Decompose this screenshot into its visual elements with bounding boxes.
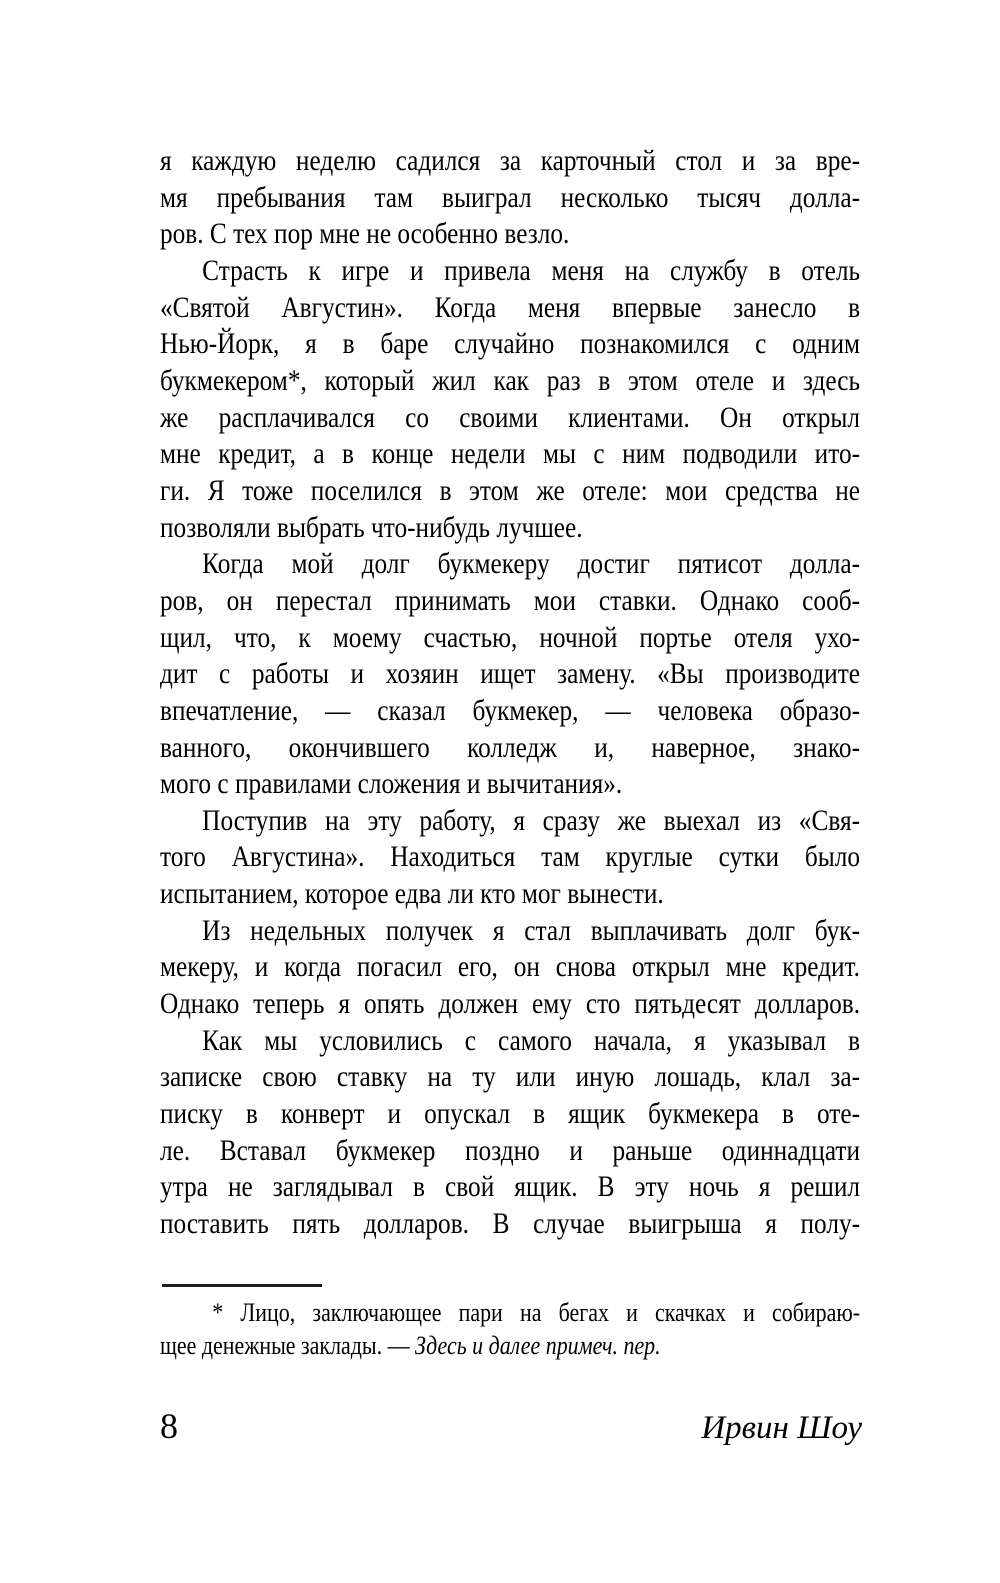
footnote-translator-note: Здесь и далее примеч. пер. bbox=[415, 1331, 661, 1360]
body-text bbox=[160, 143, 860, 1243]
text-line: ги. Я тоже поселился в этом же отеле: мои средства не bbox=[160, 473, 861, 507]
footnote-text: щее денежные заклады. — bbox=[160, 1331, 416, 1360]
text-line: поставить пять долларов. В случае выигрыша я полу- bbox=[160, 1207, 861, 1241]
footnote-separator bbox=[162, 1284, 322, 1287]
text-line: Страсть к игре и привела меня на службу в отель bbox=[202, 253, 861, 287]
text-line: впечатление, — сказал букмекер, — человека образо- bbox=[160, 693, 861, 727]
text-line: мне кредит, а в конце недели мы с ним подводили ито- bbox=[160, 437, 861, 471]
text-line: мя пребывания там выиграл несколько тысяч долла- bbox=[160, 180, 861, 214]
text-line: позволяли выбрать что-нибудь лучшее. bbox=[160, 510, 583, 544]
running-title-author: Ирвин Шоу bbox=[701, 1410, 862, 1446]
paragraph bbox=[160, 253, 860, 546]
text-line: Из недельных получек я стал выплачивать долг бук- bbox=[202, 913, 861, 947]
page-number: 8 bbox=[160, 1406, 178, 1446]
text-line: утра не заглядывал в свой ящик. В эту ночь я решил bbox=[160, 1170, 861, 1204]
paragraph bbox=[160, 143, 860, 253]
text-line: ров, он перестал принимать мои ставки. Однако сооб- bbox=[160, 583, 861, 617]
text-line: мекеру, и когда погасил его, он снова открыл мне кредит. bbox=[160, 950, 861, 984]
text-line: «Святой Августин». Когда меня впервые занесло в bbox=[160, 290, 861, 324]
text-line: записке свою ставку на ту или иную лошадь, клал за- bbox=[160, 1060, 861, 1094]
text-line: мого с правилами сложения и вычитания». bbox=[160, 767, 623, 801]
text-line: Однако теперь я опять должен ему сто пятьдесят долларов. bbox=[160, 987, 861, 1021]
paragraph bbox=[160, 1023, 860, 1243]
text-line: букмекером*, который жил как раз в этом отеле и здесь bbox=[160, 363, 861, 397]
text-line: того Августина». Находиться там круглые сутки было bbox=[160, 840, 861, 874]
paragraph bbox=[160, 913, 860, 1023]
text-line: щил, что, к моему счастью, ночной портье отеля ухо- bbox=[160, 620, 861, 654]
text-line: Как мы условились с самого начала, я указывал в bbox=[202, 1023, 861, 1057]
footnote-line bbox=[160, 1329, 860, 1362]
text-line: дит с работы и хозяин ищет замену. «Вы производите bbox=[160, 657, 861, 691]
text-line: ванного, окончившего колледж и, наверное, знако- bbox=[160, 730, 861, 764]
text-line: ле. Вставал букмекер поздно и раньше одиннадцати bbox=[160, 1133, 861, 1167]
text-line: писку в конверт и опускал в ящик букмекера в оте- bbox=[160, 1097, 861, 1131]
text-line: я каждую неделю садился за карточный стол и за вре- bbox=[160, 144, 861, 177]
text-line: ров. С тех пор мне не особенно везло. bbox=[160, 217, 570, 251]
paragraph bbox=[160, 803, 860, 913]
text-line: Когда мой долг букмекеру достиг пятисот долла- bbox=[202, 547, 861, 581]
text-line: же расплачивался со своими клиентами. Он открыл bbox=[160, 400, 861, 434]
text-line: Нью-Йорк, я в баре случайно познакомился с одним bbox=[160, 327, 861, 361]
page-footer bbox=[160, 1406, 862, 1448]
footnote-line: * Лицо, заключающее пари на бегах и скачках и собираю- bbox=[212, 1298, 861, 1327]
text-line: Поступив на эту работу, я сразу же выехал из «Свя- bbox=[202, 803, 861, 837]
footnote bbox=[160, 1296, 860, 1362]
text-line: испытанием, которое едва ли кто мог вынести. bbox=[160, 877, 664, 911]
paragraph bbox=[160, 546, 860, 803]
